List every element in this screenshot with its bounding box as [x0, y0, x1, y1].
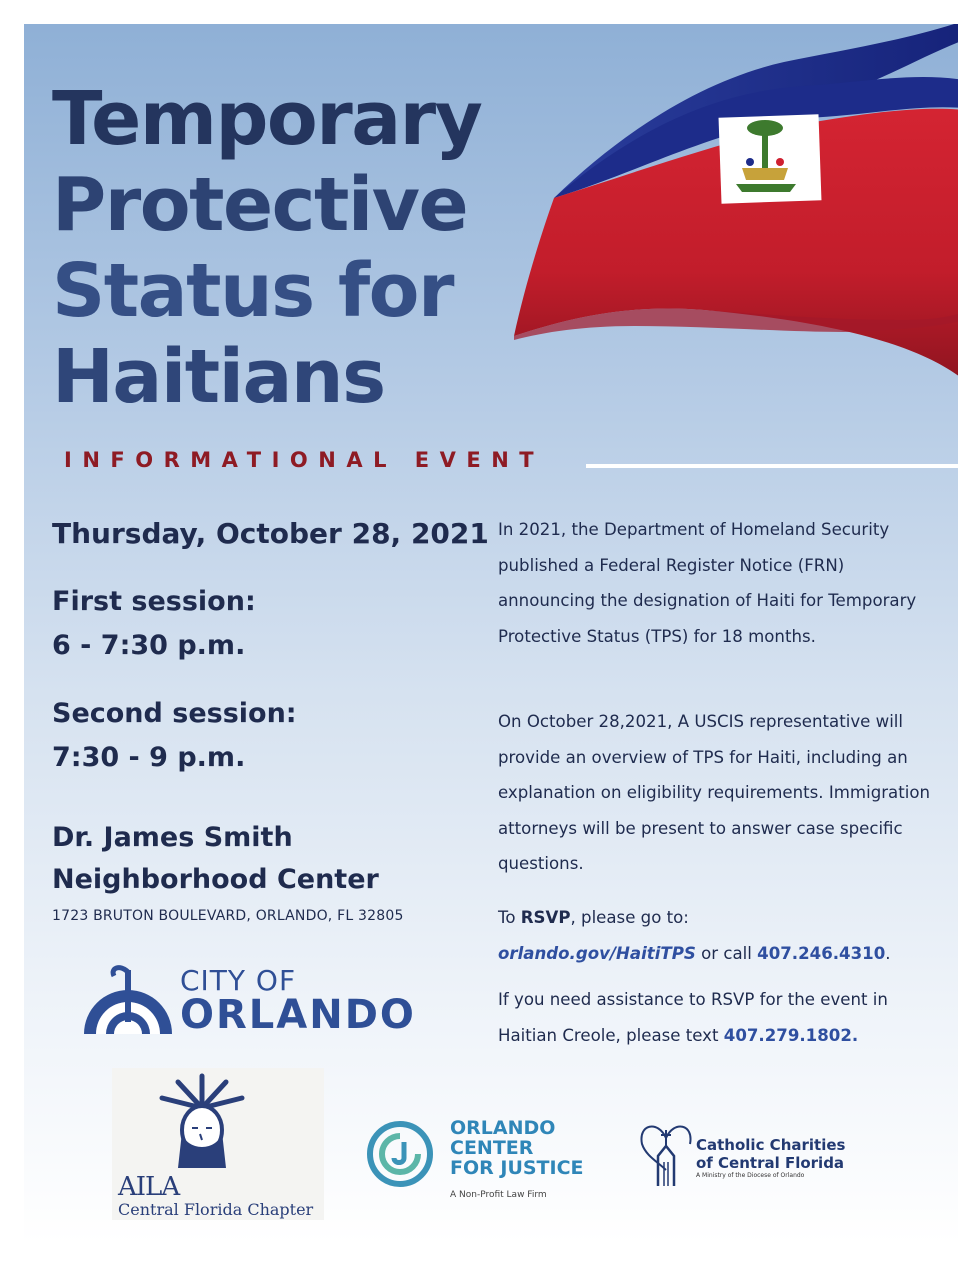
- title-line-1: Temporary: [52, 76, 482, 162]
- cc-tagline: A Ministry of the Diocese of Orlando: [696, 1172, 805, 1179]
- coat-of-arms-icon: [719, 114, 822, 203]
- cc-line-1: Catholic Charities: [696, 1136, 846, 1154]
- venue-line-2: Neighborhood Center: [52, 864, 379, 895]
- creole-text: If you need assistance to RSVP for the event in Haitian Creole, please text: [498, 990, 888, 1045]
- creole-paragraph: [498, 982, 938, 1053]
- orlando-city-of: CITY OF: [180, 964, 297, 997]
- ocj-tagline: A Non-Profit Law Firm: [450, 1190, 547, 1200]
- aila-chapter: Central Florida Chapter: [118, 1200, 314, 1219]
- first-session-label: First session:: [52, 586, 256, 617]
- venue-address: 1723 BRUTON BOULEVARD, ORLANDO, FL 32805: [52, 908, 404, 924]
- ocj-line-3: FOR JUSTICE: [450, 1157, 584, 1179]
- page-title: [52, 76, 572, 420]
- rsvp-line-2: [498, 936, 938, 972]
- statue-of-liberty-icon: [142, 1068, 262, 1178]
- divider: [586, 464, 958, 468]
- flyer-page: [24, 24, 958, 1244]
- rsvp-or-call: or call: [695, 943, 758, 963]
- rsvp-line-1: [498, 900, 938, 936]
- rsvp-paragraph: [498, 900, 938, 971]
- ocj-line-2: CENTER: [450, 1137, 534, 1159]
- first-session: [52, 580, 256, 668]
- orlando-name: ORLANDO: [180, 992, 416, 1038]
- event-date: Thursday, October 28, 2021: [52, 517, 489, 550]
- overview-text: On October 28,2021, A USCIS representative will provide an overview of TPS for Haiti, including an explanation on eligibility requirements. Immigration attorneys will be present to answer case specific questions.: [498, 712, 931, 873]
- aila-name: AILA: [118, 1172, 180, 1202]
- cc-name: [696, 1136, 845, 1172]
- catholic-charities-logo: [638, 1116, 918, 1190]
- first-session-time: 6 - 7:30 p.m.: [52, 630, 246, 661]
- city-of-orlando-logo: [80, 962, 480, 1042]
- overview-paragraph: [498, 704, 938, 882]
- second-session-time: 7:30 - 9 p.m.: [52, 742, 246, 773]
- orlando-fountain-icon: [80, 962, 176, 1042]
- orlando-center-for-justice-logo: [364, 1118, 624, 1214]
- rsvp-period: .: [885, 943, 891, 963]
- cc-line-2: of Central Florida: [696, 1154, 845, 1172]
- creole-phone[interactable]: 407.279.1802.: [723, 1025, 859, 1045]
- event-subtitle: INFORMATIONAL EVENT: [64, 448, 545, 472]
- intro-text: In 2021, the Department of Homeland Security published a Federal Register Notice (FRN) announcing the designation of Haiti for Temporary Protective Status (TPS) for 18 months.: [498, 520, 917, 646]
- rsvp-phone[interactable]: 407.246.4310: [757, 943, 886, 963]
- second-session: [52, 692, 297, 780]
- rsvp-link[interactable]: orlando.gov/HaitiTPS: [498, 943, 696, 963]
- rsvp-suffix: , please go to:: [570, 908, 689, 927]
- aila-logo: [112, 1068, 324, 1220]
- venue-name: [52, 817, 379, 901]
- rsvp-word: RSVP: [520, 908, 571, 927]
- title-line-2: Protective: [52, 162, 468, 248]
- ocj-name: [450, 1118, 584, 1178]
- title-line-4: Haitians: [52, 334, 385, 420]
- ocj-line-1: ORLANDO: [450, 1117, 556, 1139]
- venue-line-1: Dr. James Smith: [52, 822, 293, 853]
- heart-church-icon: [638, 1116, 694, 1190]
- title-line-3: Status for: [52, 248, 453, 334]
- second-session-label: Second session:: [52, 698, 297, 729]
- rsvp-prefix: To: [498, 908, 521, 927]
- ocj-circle-icon: [364, 1118, 436, 1190]
- intro-paragraph: [498, 512, 938, 654]
